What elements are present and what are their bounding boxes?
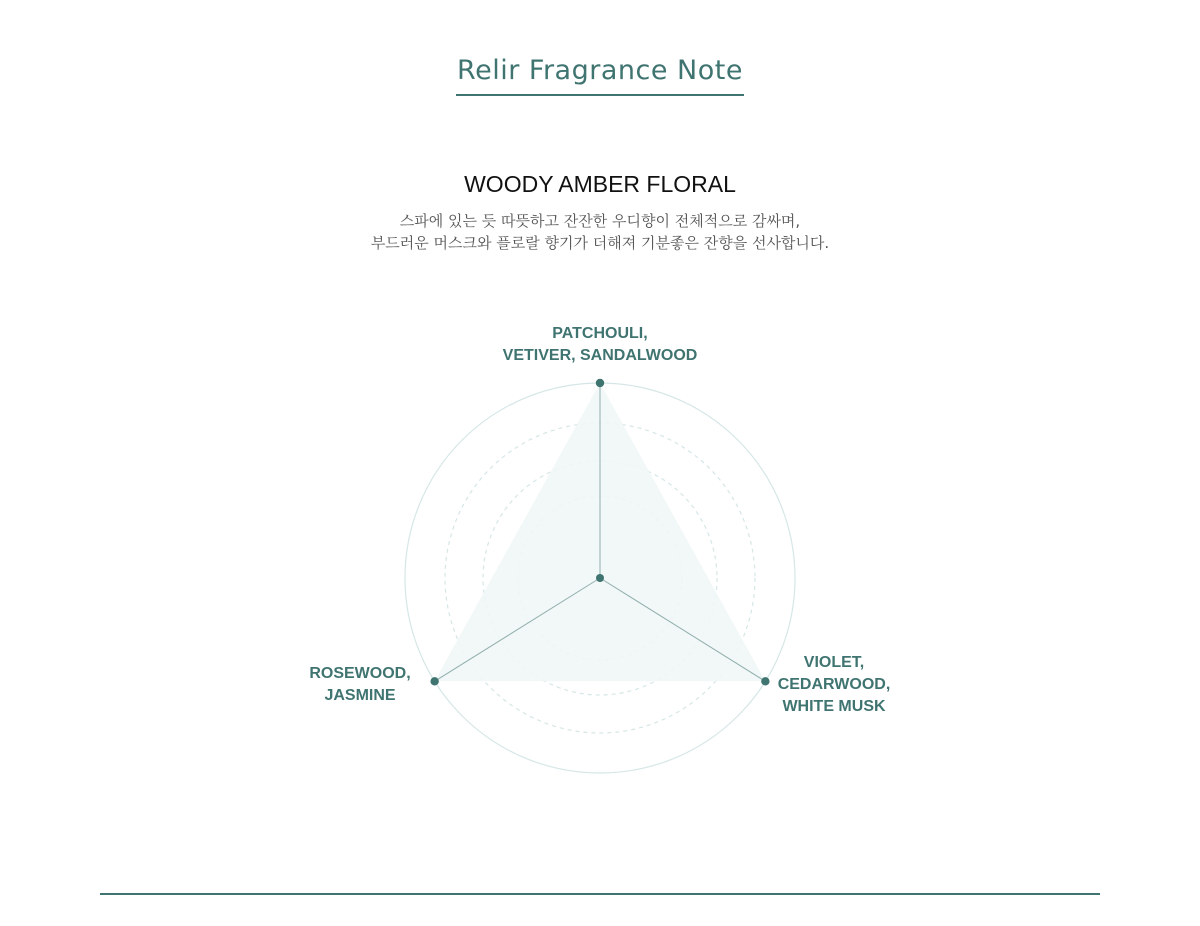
fragrance-name: WOODY AMBER FLORAL bbox=[464, 171, 736, 197]
description-line: 스파에 있는 듯 따뜻하고 잔잔한 우디향이 전체적으로 감싸며, bbox=[399, 212, 801, 230]
note-label-line: VETIVER, SANDALWOOD bbox=[502, 347, 698, 364]
note-label-line: PATCHOULI, bbox=[552, 325, 648, 342]
note-label-left bbox=[280, 663, 440, 707]
note-label-line: CEDARWOOD, bbox=[777, 676, 891, 693]
note-label-line: VIOLET, bbox=[803, 654, 865, 671]
note-label-line: ROSEWOOD, bbox=[309, 665, 411, 682]
bottom-divider bbox=[100, 893, 1100, 895]
note-label-line: WHITE MUSK bbox=[782, 698, 886, 715]
radar-point-top bbox=[596, 379, 604, 387]
note-label-right bbox=[764, 652, 904, 718]
note-label-top bbox=[450, 323, 750, 367]
radar-center-dot bbox=[596, 574, 604, 582]
note-label-line: JASMINE bbox=[324, 687, 396, 704]
description-line: 부드러운 머스크와 플로랄 향기가 더해져 기분좋은 잔향을 선사합니다. bbox=[370, 234, 830, 252]
section-title: Relir Fragrance Note bbox=[457, 55, 743, 86]
